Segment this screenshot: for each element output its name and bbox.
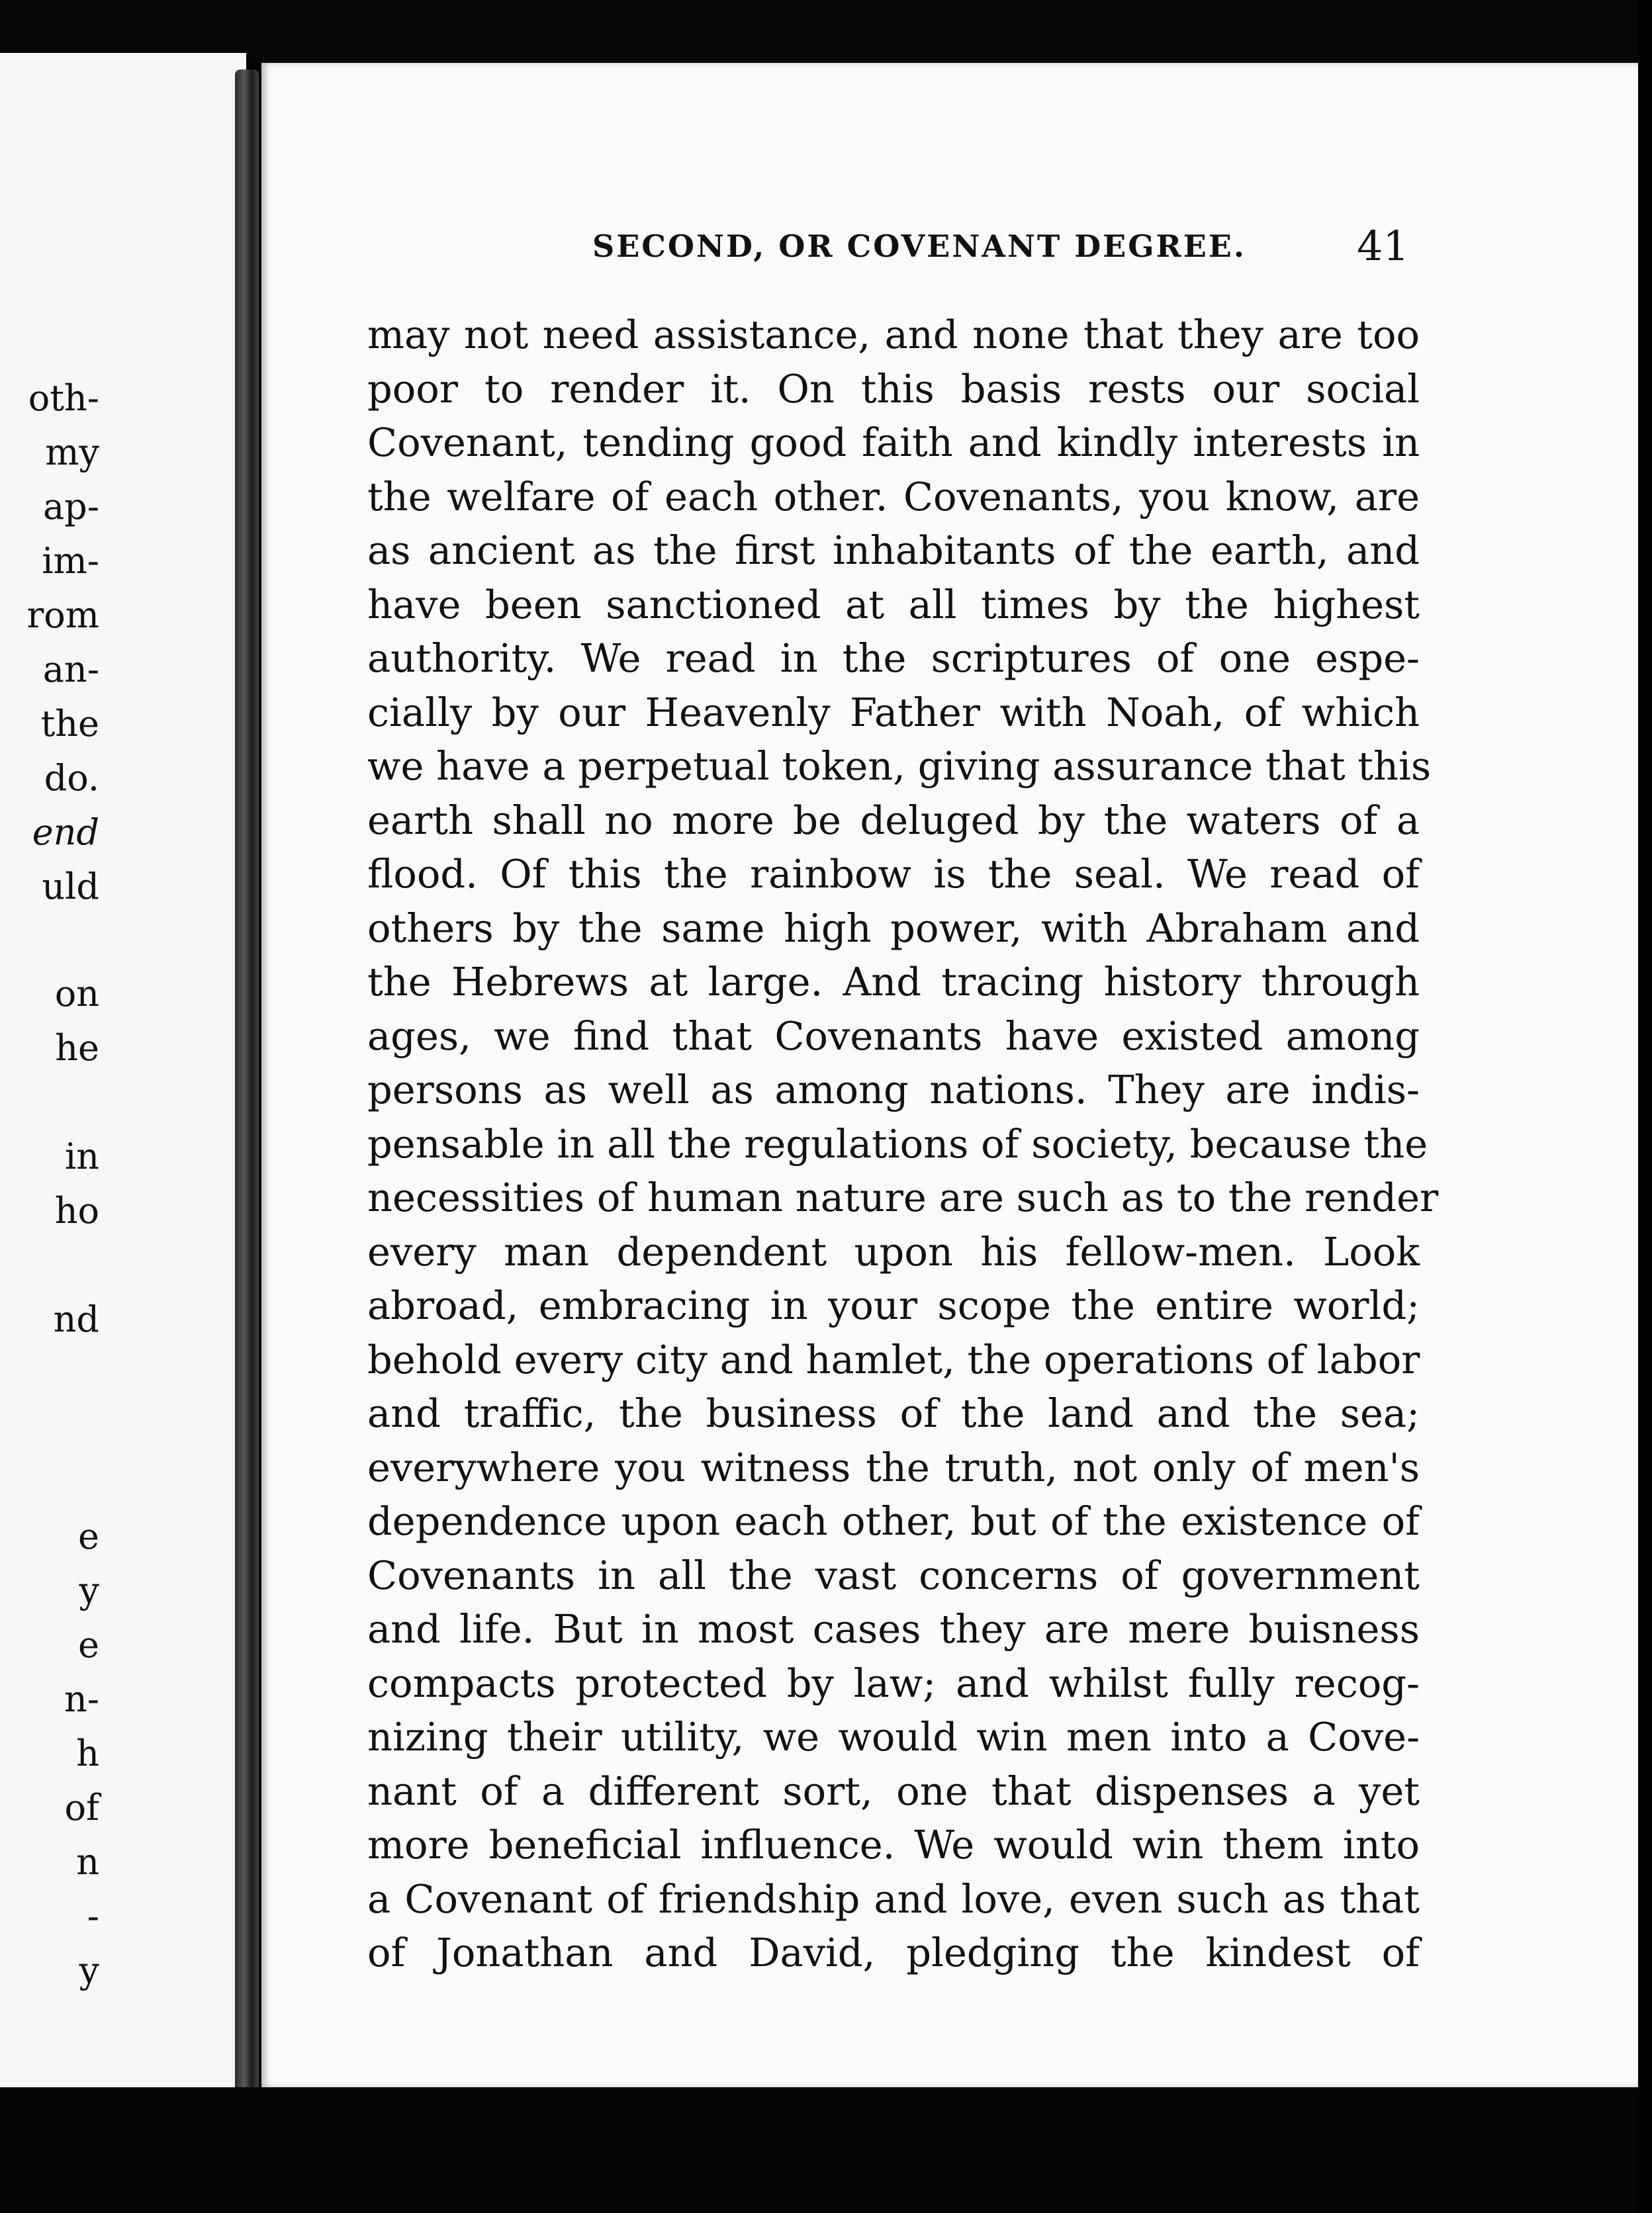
fragment-line: in	[64, 1136, 99, 1177]
fragment-line: uld	[42, 866, 99, 907]
text-line: flood. Of this the rainbow is the seal. We read of	[367, 851, 1420, 897]
fragment-line: my	[45, 431, 99, 473]
fragment-line: n	[76, 1841, 99, 1883]
book-spine-gutter	[235, 69, 259, 2095]
text-line: and traffic, the business of the land and the sea;	[367, 1390, 1420, 1436]
text-line: cially by our Heavenly Father with Noah, of which	[367, 689, 1420, 735]
fragment-line: he	[55, 1027, 99, 1069]
text-line: compacts protected by law; and whilst fully recog-	[367, 1660, 1420, 1706]
fragment-line: y	[79, 1950, 99, 1991]
fragment-line: end	[32, 811, 99, 853]
fragment-line: the	[40, 703, 99, 745]
fragment-line: e	[78, 1624, 99, 1666]
fragment-line: an-	[42, 649, 99, 690]
text-line: others by the same high power, with Abraham and	[367, 905, 1420, 951]
text-line: authority. We read in the scriptures of one espe-	[367, 635, 1420, 681]
facing-page-left	[0, 53, 246, 2104]
fragment-line: of	[64, 1787, 99, 1829]
fragment-line: im-	[42, 540, 99, 582]
text-line: nant of a different sort, one that dispenses a yet	[367, 1768, 1420, 1814]
fragment-line: h	[76, 1733, 99, 1774]
text-line: everywhere you witness the truth, not only of men's	[367, 1444, 1420, 1490]
fragment-line: do.	[44, 757, 99, 799]
text-line: Covenants in all the vast concerns of government	[367, 1552, 1420, 1598]
text-line: a Covenant of friendship and love, even such as that	[367, 1875, 1420, 1922]
fragment-line: y	[79, 1570, 99, 1611]
text-line: necessities of human nature are such as to the render	[367, 1175, 1439, 1220]
text-line: earth shall no more be deluged by the waters of a	[367, 797, 1420, 843]
text-line: ages, we find that Covenants have existed among	[367, 1013, 1420, 1059]
text-line: poor to render it. On this basis rests our social	[367, 365, 1420, 412]
text-line: and life. But in most cases they are mere buisness	[367, 1606, 1420, 1652]
text-line: behold every city and hamlet, the operations of labor	[367, 1336, 1420, 1382]
fragment-line: rom	[26, 594, 99, 636]
page-number: 41	[1357, 222, 1409, 270]
text-line: may not need assistance, and none that they are too	[367, 312, 1420, 357]
fragment-line: nd	[53, 1298, 99, 1340]
fragment-line: -	[87, 1895, 99, 1937]
scan-bottom-border	[0, 2087, 1652, 2213]
text-line: every man dependent upon his fellow-men. Look	[367, 1228, 1420, 1275]
text-line: abroad, embracing in your scope the entire world;	[367, 1283, 1420, 1328]
text-line: dependence upon each other, but of the existence of	[367, 1498, 1420, 1544]
running-head: SECOND, OR COVENANT DEGREE.	[592, 228, 1246, 264]
scan-right-edge	[1639, 0, 1652, 2213]
text-line: nizing their utility, we would win men into a Cove-	[367, 1714, 1420, 1760]
fragment-line: ap-	[42, 486, 99, 527]
text-line: the Hebrews at large. And tracing history through	[367, 959, 1420, 1005]
text-line: Covenant, tending good faith and kindly interests in	[367, 420, 1420, 465]
text-line: more beneficial influence. We would win them into	[367, 1822, 1420, 1868]
text-line: pensable in all the regulations of society, because the	[367, 1120, 1428, 1167]
fragment-line: ho	[54, 1190, 99, 1232]
scan-top-border	[0, 0, 1652, 63]
fragment-line: oth-	[28, 377, 99, 419]
fragment-line: e	[78, 1515, 99, 1557]
text-line: the welfare of each other. Covenants, you know, are	[367, 473, 1420, 519]
text-line: of Jonathan and David, pledging the kindest of	[367, 1930, 1420, 1975]
text-line: persons as well as among nations. They are indis-	[367, 1067, 1420, 1112]
text-line: we have a perpetual token, giving assurance that this	[367, 743, 1432, 789]
text-line: have been sanctioned at all times by the highest	[367, 581, 1420, 627]
fragment-line: n-	[64, 1678, 99, 1720]
text-line: as ancient as the first inhabitants of the earth, and	[367, 527, 1420, 573]
fragment-line: on	[54, 973, 99, 1015]
body-text	[367, 308, 1439, 1980]
